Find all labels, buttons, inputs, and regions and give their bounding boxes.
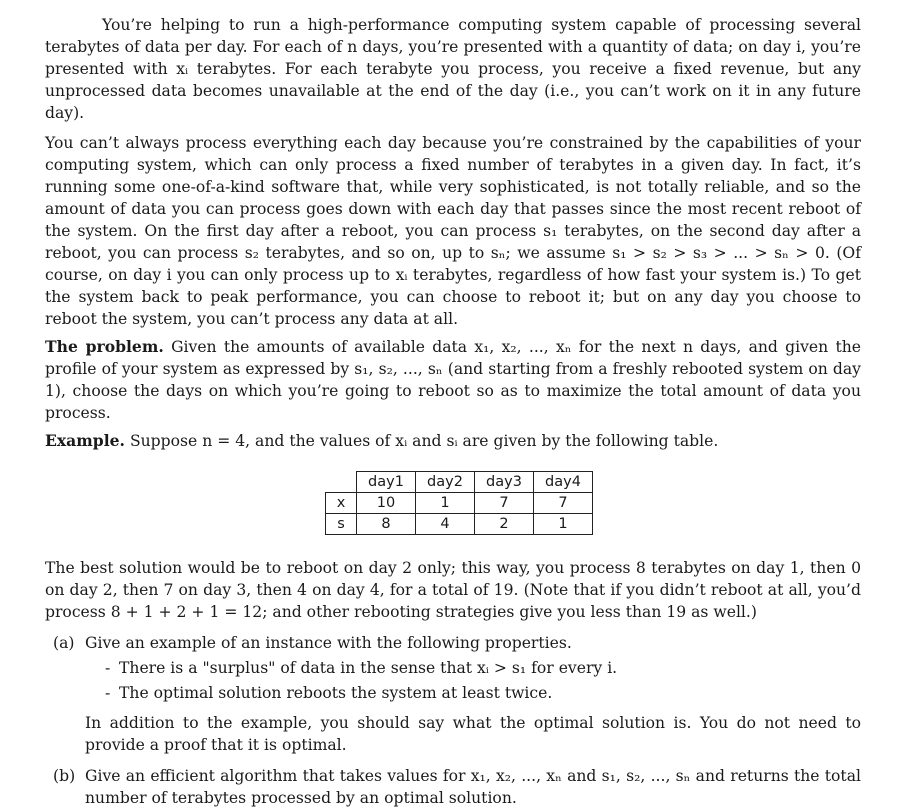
example-text: Suppose n = 4, and the values of xᵢ and sᵢ are given by the following table. [129, 432, 719, 450]
problem-paragraph [45, 336, 861, 424]
table-header-cell: day1 [357, 472, 416, 493]
table-row [326, 514, 593, 535]
table-header-row [326, 472, 593, 493]
question-a-mark: (a) [53, 634, 75, 652]
table-header-cell: day3 [475, 472, 534, 493]
question-b [45, 765, 861, 809]
table-cell: 7 [475, 493, 534, 514]
table-cell: 8 [357, 514, 416, 535]
table-cell: 2 [475, 514, 534, 535]
intro-paragraph: You’re helping to run a high-performance computing system capable of processing several terabytes of data per day. For each of n days, you’re presented with a quantity of data; on day i, you’re presented with xᵢ terabytes. For each terabyte you process, you receive a fixed revenue, but any unprocessed data becomes unavailable at the end of the day (i.e., you can’t work on it in any future day). [45, 16, 861, 122]
example-label: Example. [45, 431, 125, 450]
problem-label: The problem. [45, 337, 164, 356]
table-corner [326, 472, 357, 493]
dash-icon: - [105, 659, 111, 677]
question-a-followup: In addition to the example, you should say what the optimal solution is. You do not need to provide a proof that it is optimal. [85, 714, 861, 754]
bullet-item [45, 657, 861, 679]
table-cell: 7 [534, 493, 593, 514]
question-a-text: Give an example of an instance with the following properties. [85, 634, 572, 652]
solution-paragraph: The best solution would be to reboot on day 2 only; this way, you process 8 terabytes on day 1, then 0 on day 2, then 7 on day 3, then 4 on day 4, for a total of 19. (Note that if you didn’t reboot at all, you’d process 8 + 1 + 2 + 1 = 12; and other rebooting strategies give you less than 19 as well.) [45, 559, 861, 621]
table-row [326, 493, 593, 514]
constraint-paragraph: You can’t always process everything each day because you’re constrained by the capabilities of your computing system, which can only process a fixed number of terabytes in a given day. In fact, it’s running some one-of-a-kind software that, while very sophisticated, is not totally reliable, and so the amount of data you can process goes down with each day that passes since the most recent reboot of the system. On the first day after a reboot, you can process s₁ terabytes, on the second day after a reboot, you can process s₂ terabytes, and so on, up to sₙ; we assume s₁ > s₂ > s₃ > ... > sₙ > 0. (Of course, on day i you can only process up to xᵢ terabytes, regardless of how fast your system is.) To get the system back to peak performance, you can choose to reboot it; but on any day you choose to reboot the system, you can’t process any data at all. [45, 134, 861, 328]
table-cell: 1 [534, 514, 593, 535]
example-paragraph [45, 430, 861, 452]
question-a [45, 632, 861, 654]
table-row-label: s [326, 514, 357, 535]
data-table [325, 471, 593, 535]
table-row-label: x [326, 493, 357, 514]
table-cell: 4 [416, 514, 475, 535]
table-cell: 1 [416, 493, 475, 514]
table-header-cell: day2 [416, 472, 475, 493]
question-b-mark: (b) [53, 767, 76, 785]
bullet-item [45, 682, 861, 704]
bullet-text: There is a "surplus" of data in the sense that xᵢ > s₁ for every i. [119, 659, 618, 677]
dash-icon: - [105, 684, 111, 702]
question-b-text: Give an efficient algorithm that takes values for x₁, x₂, ..., xₙ and s₁, s₂, ..., sₙ and returns the total number of terabytes processed by an optimal solution. [85, 767, 861, 807]
bullet-text: The optimal solution reboots the system at least twice. [119, 684, 553, 702]
document-page [45, 14, 861, 809]
table-cell: 10 [357, 493, 416, 514]
problem-text: Given the amounts of available data x₁, x₂, ..., xₙ for the next n days, and given the profile of your system as expressed by s₁, s₂, ..., sₙ (and starting from a freshly rebooted system on day 1), choose the days on which you’re going to reboot so as to maximize the total amount of data you process. [45, 338, 861, 422]
table-header-cell: day4 [534, 472, 593, 493]
